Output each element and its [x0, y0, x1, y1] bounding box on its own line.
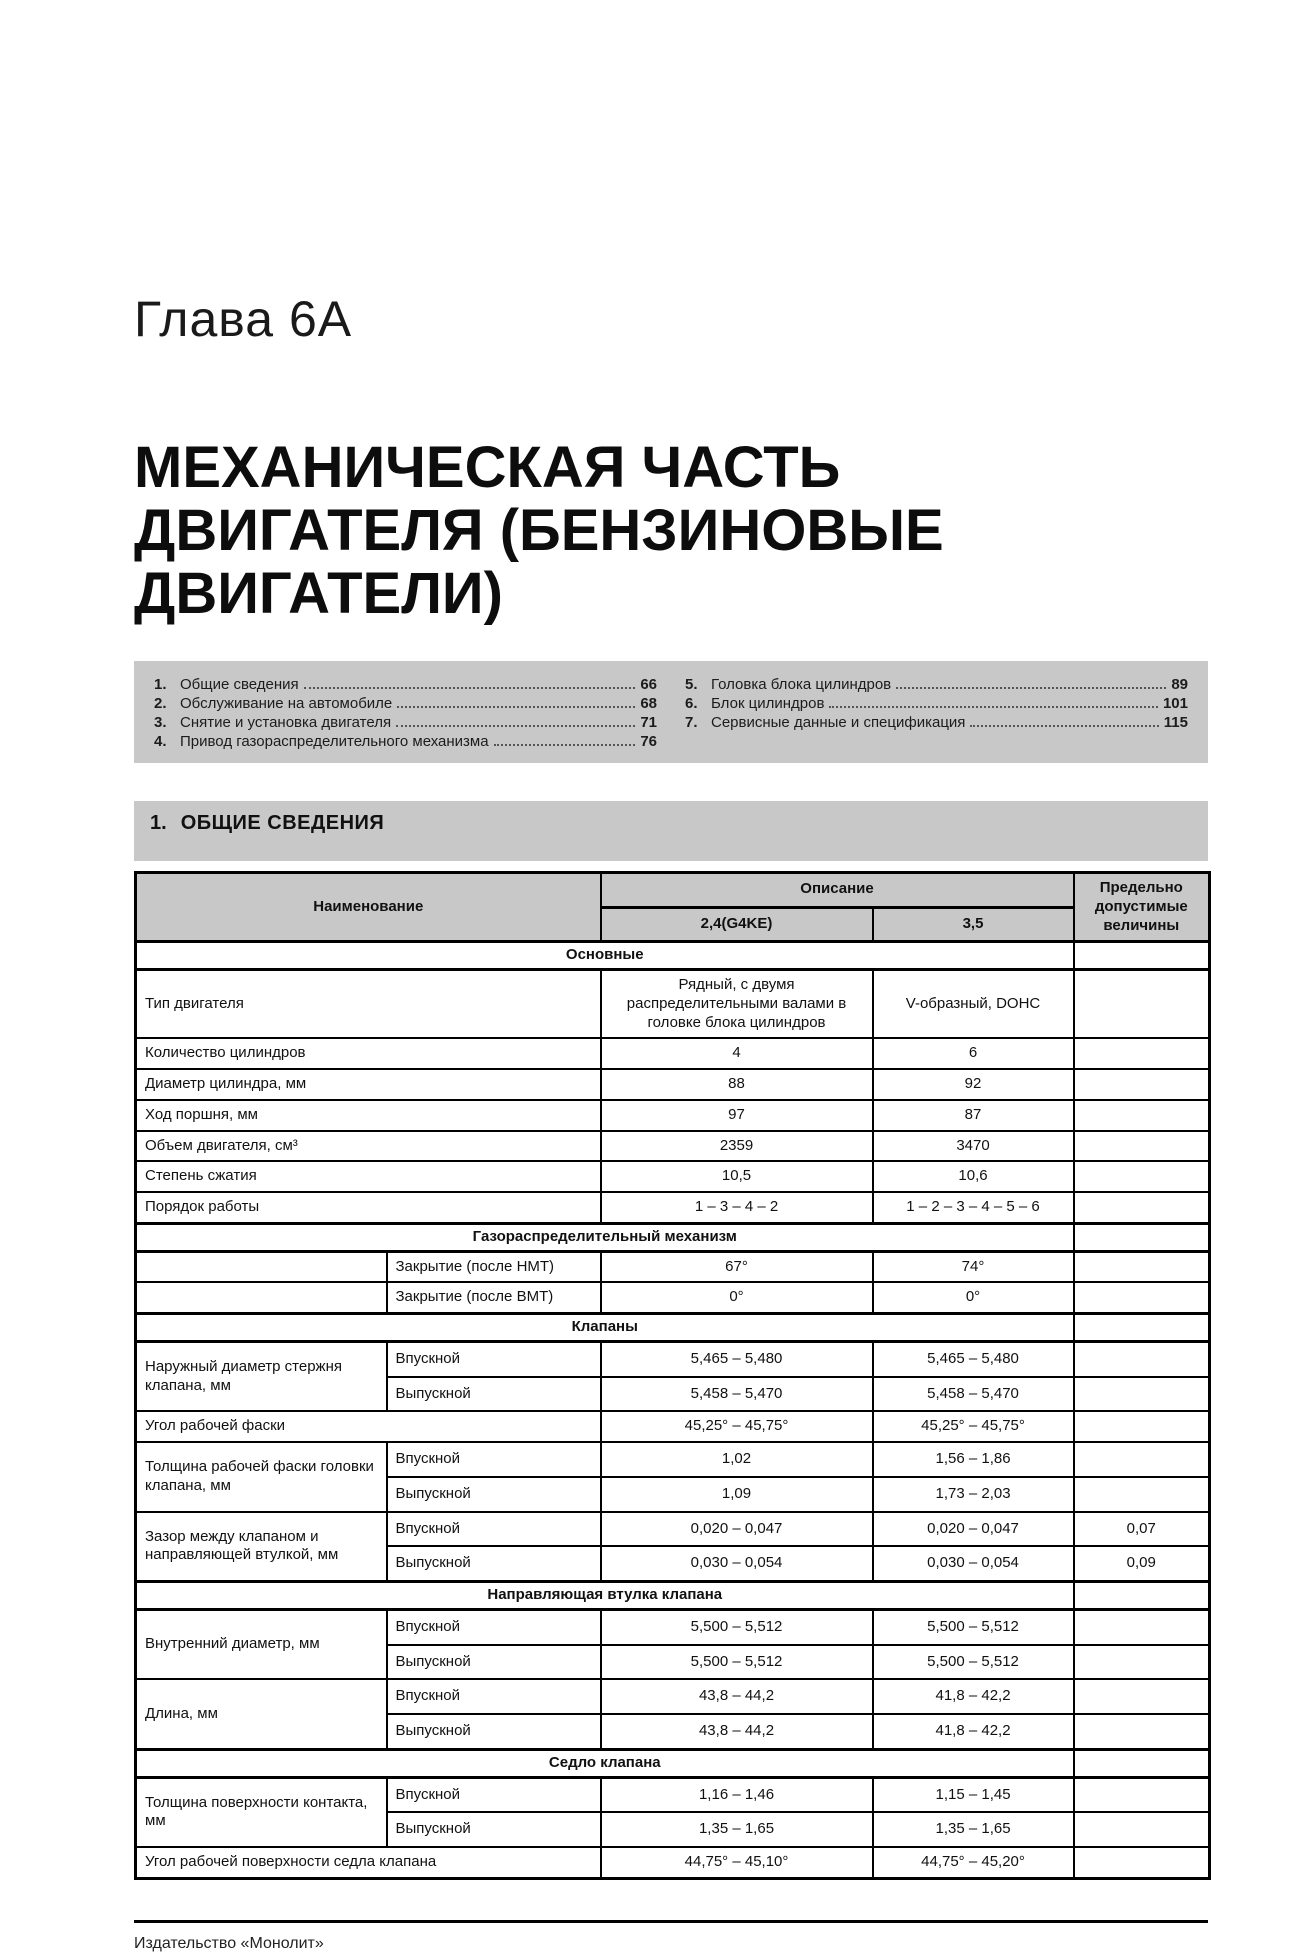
- footer-divider: [134, 1920, 1208, 1923]
- toc-item-number: 5.: [685, 676, 698, 693]
- page-content: [134, 0, 1208, 1953]
- limit-value: [1074, 1377, 1210, 1412]
- limit-value: [1074, 1100, 1210, 1131]
- value-3-5: 87: [873, 1100, 1074, 1131]
- section-row-label: Направляющая втулка клапана: [136, 1582, 1074, 1610]
- limit-value: [1074, 1714, 1210, 1749]
- toc-item-number: 3.: [154, 714, 167, 731]
- toc-leader-dots: [896, 687, 1166, 689]
- spec-row-closing-tdc: [136, 1282, 1210, 1313]
- value-3-5: 5,500 – 5,512: [873, 1645, 1074, 1680]
- chapter-title: Глава 6А: [134, 291, 353, 347]
- spec-row-stroke: [136, 1100, 1210, 1131]
- section-row-label: Основные: [136, 942, 1074, 970]
- toc-item: [154, 694, 657, 713]
- value-3-5: 10,6: [873, 1161, 1074, 1192]
- row-label-empty: [136, 1282, 387, 1313]
- limit-value: 0,09: [1074, 1546, 1210, 1581]
- specifications-table: [134, 871, 1211, 1880]
- toc-leader-dots: [494, 744, 636, 746]
- column-header-description: Описание: [601, 873, 1074, 908]
- value-2-4: 5,458 – 5,470: [601, 1377, 873, 1412]
- limit-value: [1074, 1131, 1210, 1162]
- limit-value: [1074, 1282, 1210, 1313]
- section-row-guide: [136, 1582, 1210, 1610]
- toc-leader-dots: [970, 725, 1158, 727]
- value-2-4: 5,465 – 5,480: [601, 1341, 873, 1376]
- row-sublabel-intake: Впускной: [387, 1679, 601, 1714]
- row-label-empty: [136, 1251, 387, 1282]
- value-2-4: 5,500 – 5,512: [601, 1645, 873, 1680]
- toc-item-label: Привод газораспределительного механизма: [180, 733, 489, 750]
- value-2-4: 67°: [601, 1251, 873, 1282]
- toc-item: [154, 713, 657, 732]
- toc-item-number: 6.: [685, 695, 698, 712]
- row-label: Наружный диаметр стержня клапана, мм: [136, 1341, 387, 1411]
- limit-value: [1074, 1812, 1210, 1847]
- limit-value: 0,07: [1074, 1512, 1210, 1547]
- toc-item: [685, 713, 1188, 732]
- toc-item-page: 68: [640, 695, 657, 712]
- value-2-4: 44,75° – 45,10°: [601, 1847, 873, 1878]
- row-label: Зазор между клапаном и направляющей втулкой, мм: [136, 1512, 387, 1582]
- section-row-label: Седло клапана: [136, 1749, 1074, 1777]
- section-row-basics: [136, 942, 1210, 970]
- row-sublabel-intake: Впускной: [387, 1512, 601, 1547]
- value-2-4: 10,5: [601, 1161, 873, 1192]
- toc-item-page: 115: [1163, 714, 1188, 731]
- value-3-5: 1,56 – 1,86: [873, 1442, 1074, 1477]
- section-row-limit-cell: [1074, 1314, 1210, 1342]
- value-2-4: Рядный, с двумя распределительными валами в головке блока цилиндров: [601, 970, 873, 1039]
- toc-leader-dots: [396, 725, 635, 727]
- row-label: Объем двигателя, см³: [136, 1131, 601, 1162]
- limit-value: [1074, 1609, 1210, 1644]
- section-row-limit-cell: [1074, 1582, 1210, 1610]
- toc-item-number: 1.: [154, 676, 167, 693]
- toc-leader-dots: [397, 706, 635, 708]
- row-label: Угол рабочей поверхности седла клапана: [136, 1847, 601, 1878]
- value-2-4: 0,020 – 0,047: [601, 1512, 873, 1547]
- column-header-engine-3-5: 3,5: [873, 907, 1074, 942]
- toc-item-label: Блок цилиндров: [711, 695, 825, 712]
- row-label: Угол рабочей фаски: [136, 1411, 601, 1442]
- row-label: Внутренний диаметр, мм: [136, 1609, 387, 1679]
- column-header-engine-2-4: 2,4(G4KE): [601, 907, 873, 942]
- value-3-5: 1,35 – 1,65: [873, 1812, 1074, 1847]
- row-sublabel: Закрытие (после ВМТ): [387, 1282, 601, 1313]
- toc-item: [685, 675, 1188, 694]
- publisher-footer: Издательство «Монолит»: [134, 1934, 324, 1952]
- toc-item-page: 76: [640, 733, 657, 750]
- toc-item-number: 2.: [154, 695, 167, 712]
- value-3-5: 5,500 – 5,512: [873, 1609, 1074, 1644]
- value-2-4: 0,030 – 0,054: [601, 1546, 873, 1581]
- page-title-line-3: ДВИГАТЕЛИ): [134, 561, 503, 626]
- row-label: Количество цилиндров: [136, 1038, 601, 1069]
- row-label: Тип двигателя: [136, 970, 601, 1039]
- limit-value: [1074, 1251, 1210, 1282]
- limit-value: [1074, 1038, 1210, 1069]
- value-3-5: 92: [873, 1069, 1074, 1100]
- section-row-limit-cell: [1074, 1223, 1210, 1251]
- spec-row-displacement: [136, 1131, 1210, 1162]
- spec-row-closing-bdc: [136, 1251, 1210, 1282]
- toc-item: [685, 694, 1188, 713]
- toc-item-page: 89: [1171, 676, 1188, 693]
- section-row-seat: [136, 1749, 1210, 1777]
- value-2-4: 1,09: [601, 1477, 873, 1512]
- value-2-4: 43,8 – 44,2: [601, 1679, 873, 1714]
- limit-value: [1074, 1442, 1210, 1477]
- limit-value: [1074, 970, 1210, 1039]
- value-3-5: 45,25° – 45,75°: [873, 1411, 1074, 1442]
- value-2-4: 4: [601, 1038, 873, 1069]
- row-label: Диаметр цилиндра, мм: [136, 1069, 601, 1100]
- table-of-contents: [134, 661, 1208, 763]
- value-2-4: 2359: [601, 1131, 873, 1162]
- toc-item-label: Головка блока цилиндров: [711, 676, 892, 693]
- row-sublabel-exhaust: Выпускной: [387, 1477, 601, 1512]
- toc-item-page: 101: [1162, 695, 1188, 712]
- column-header-name: Наименование: [136, 873, 601, 942]
- section-row-timing: [136, 1223, 1210, 1251]
- spec-row-bore: [136, 1069, 1210, 1100]
- section-header-bar: [134, 801, 1208, 861]
- row-label: Толщина рабочей фаски головки клапана, мм: [136, 1442, 387, 1512]
- value-3-5: 6: [873, 1038, 1074, 1069]
- row-sublabel: Закрытие (после НМТ): [387, 1251, 601, 1282]
- toc-item-label: Сервисные данные и спецификация: [711, 714, 966, 731]
- limit-value: [1074, 1847, 1210, 1878]
- limit-value: [1074, 1477, 1210, 1512]
- toc-item-number: 7.: [685, 714, 698, 731]
- spec-row-engine-type: [136, 970, 1210, 1039]
- spec-row-face-thickness-intake: [136, 1442, 1210, 1477]
- spec-row-compression: [136, 1161, 1210, 1192]
- limit-value: [1074, 1341, 1210, 1376]
- spec-row-face-angle: [136, 1411, 1210, 1442]
- toc-item-page: 66: [640, 676, 657, 693]
- limit-value: [1074, 1411, 1210, 1442]
- limit-value: [1074, 1069, 1210, 1100]
- value-2-4: 1,02: [601, 1442, 873, 1477]
- value-3-5: 5,465 – 5,480: [873, 1341, 1074, 1376]
- page-title-line-1: МЕХАНИЧЕСКАЯ ЧАСТЬ: [134, 435, 841, 500]
- value-2-4: 88: [601, 1069, 873, 1100]
- limit-value: [1074, 1192, 1210, 1223]
- value-3-5: 74°: [873, 1251, 1074, 1282]
- row-label: Ход поршня, мм: [136, 1100, 601, 1131]
- column-header-limit: Предельно допустимые величины: [1074, 873, 1210, 942]
- value-3-5: 3470: [873, 1131, 1074, 1162]
- value-2-4: 1 – 3 – 4 – 2: [601, 1192, 873, 1223]
- page-title-line-2: ДВИГАТЕЛЯ (БЕНЗИНОВЫЕ: [134, 498, 944, 563]
- toc-right-column: [685, 675, 1188, 751]
- row-label: Толщина поверхности контакта, мм: [136, 1777, 387, 1847]
- value-2-4: 1,35 – 1,65: [601, 1812, 873, 1847]
- toc-item-label: Общие сведения: [180, 676, 299, 693]
- row-sublabel-intake: Впускной: [387, 1609, 601, 1644]
- spec-row-firing-order: [136, 1192, 1210, 1223]
- value-3-5: 5,458 – 5,470: [873, 1377, 1074, 1412]
- row-sublabel-exhaust: Выпускной: [387, 1714, 601, 1749]
- spec-row-guide-diameter-intake: [136, 1609, 1210, 1644]
- spec-row-cylinders: [136, 1038, 1210, 1069]
- row-sublabel-exhaust: Выпускной: [387, 1812, 601, 1847]
- section-row-label: Клапаны: [136, 1314, 1074, 1342]
- limit-value: [1074, 1161, 1210, 1192]
- toc-item-page: 71: [640, 714, 657, 731]
- row-sublabel-intake: Впускной: [387, 1442, 601, 1477]
- value-2-4: 1,16 – 1,46: [601, 1777, 873, 1812]
- value-2-4: 43,8 – 44,2: [601, 1714, 873, 1749]
- value-2-4: 0°: [601, 1282, 873, 1313]
- value-3-5: 44,75° – 45,20°: [873, 1847, 1074, 1878]
- spec-row-seat-angle: [136, 1847, 1210, 1878]
- section-row-limit-cell: [1074, 1749, 1210, 1777]
- row-sublabel-intake: Впускной: [387, 1777, 601, 1812]
- spec-row-stem-diameter-intake: [136, 1341, 1210, 1376]
- section-title: ОБЩИЕ СВЕДЕНИЯ: [180, 812, 385, 834]
- value-3-5: 41,8 – 42,2: [873, 1714, 1074, 1749]
- spec-row-seat-contact-intake: [136, 1777, 1210, 1812]
- row-label: Порядок работы: [136, 1192, 601, 1223]
- value-2-4: 97: [601, 1100, 873, 1131]
- spec-row-guide-length-intake: [136, 1679, 1210, 1714]
- value-3-5: 0°: [873, 1282, 1074, 1313]
- toc-item: [154, 732, 657, 751]
- value-3-5: 1,73 – 2,03: [873, 1477, 1074, 1512]
- value-2-4: 45,25° – 45,75°: [601, 1411, 873, 1442]
- table-header-row-1: [136, 873, 1210, 908]
- row-sublabel-exhaust: Выпускной: [387, 1377, 601, 1412]
- value-3-5: 0,020 – 0,047: [873, 1512, 1074, 1547]
- value-3-5: 0,030 – 0,054: [873, 1546, 1074, 1581]
- toc-item: [154, 675, 657, 694]
- value-3-5: V-образный, DOHC: [873, 970, 1074, 1039]
- page-title: [134, 436, 1208, 625]
- section-number: 1.: [150, 812, 167, 834]
- section-row-label: Газораспределительный механизм: [136, 1223, 1074, 1251]
- toc-left-column: [154, 675, 657, 751]
- row-label: Степень сжатия: [136, 1161, 601, 1192]
- limit-value: [1074, 1679, 1210, 1714]
- row-sublabel-intake: Впускной: [387, 1341, 601, 1376]
- spec-row-guide-clearance-intake: [136, 1512, 1210, 1547]
- row-label: Длина, мм: [136, 1679, 387, 1749]
- row-sublabel-exhaust: Выпускной: [387, 1645, 601, 1680]
- section-row-limit-cell: [1074, 942, 1210, 970]
- value-3-5: 1 – 2 – 3 – 4 – 5 – 6: [873, 1192, 1074, 1223]
- toc-leader-dots: [304, 687, 636, 689]
- toc-leader-dots: [829, 706, 1158, 708]
- limit-value: [1074, 1777, 1210, 1812]
- limit-value: [1074, 1645, 1210, 1680]
- value-2-4: 5,500 – 5,512: [601, 1609, 873, 1644]
- toc-item-label: Обслуживание на автомобиле: [180, 695, 393, 712]
- row-sublabel-exhaust: Выпускной: [387, 1546, 601, 1581]
- value-3-5: 1,15 – 1,45: [873, 1777, 1074, 1812]
- value-3-5: 41,8 – 42,2: [873, 1679, 1074, 1714]
- toc-item-number: 4.: [154, 733, 167, 750]
- toc-item-label: Снятие и установка двигателя: [180, 714, 392, 731]
- section-row-valves: [136, 1314, 1210, 1342]
